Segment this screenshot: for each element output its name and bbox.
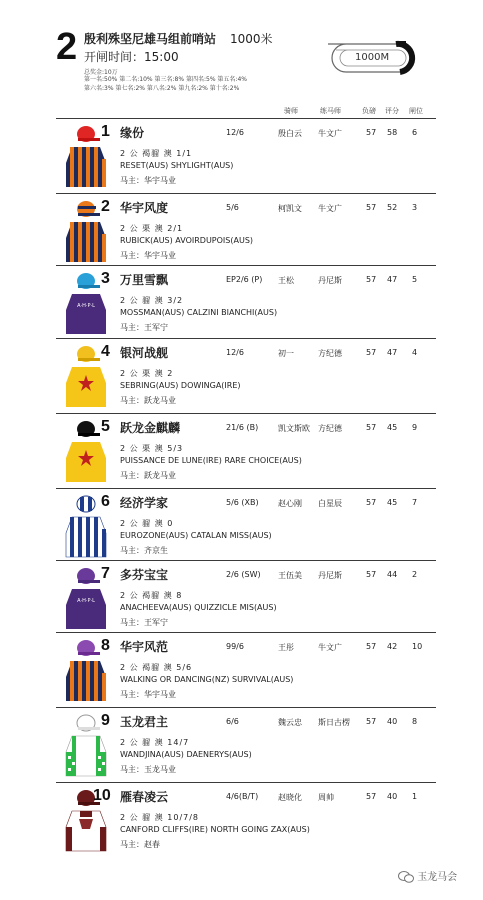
track-distance-label: 1000M xyxy=(355,52,390,63)
runner-weight: 57 xyxy=(366,128,377,137)
runner-jockey: 柯凯文 xyxy=(278,204,302,213)
runner-draw: 5 xyxy=(412,275,418,284)
runner-rating: 42 xyxy=(387,642,398,651)
horse-name: 银河战舰 xyxy=(120,346,169,360)
runner-weight: 57 xyxy=(366,203,377,212)
runner-odds: 21/6 (B) xyxy=(226,423,259,432)
runner-pedigree: RESET(AUS) SHYLIGHT(AUS) xyxy=(120,161,234,170)
horse-name: 万里雪飘 xyxy=(120,273,169,287)
runner-number: 5 xyxy=(101,418,110,435)
runner-rating: 40 xyxy=(387,717,398,726)
svg-text:A·H·P·L: A·H·P·L xyxy=(77,598,95,604)
col-weight: 负磅 xyxy=(362,107,376,115)
horse-name: 华宇风范 xyxy=(120,640,169,654)
runner-trainer: 牛文广 xyxy=(318,129,342,138)
runner-pedigree: SEBRING(AUS) DOWINGA(IRE) xyxy=(120,381,241,390)
runner-trainer: 丹尼斯 xyxy=(318,276,342,285)
runner-info: 2 公 褐骝 澳 5/6 xyxy=(120,663,193,672)
col-rating: 评分 xyxy=(385,107,399,115)
runner-jockey: 王彤 xyxy=(278,643,294,652)
prize-splits-line2: 第六名:3% 第七名:2% 第八名:2% 第九名:2% 第十名:2% xyxy=(84,85,240,92)
race-number: 2 xyxy=(56,26,78,68)
runner-row xyxy=(56,338,436,413)
runner-rating: 40 xyxy=(387,792,398,801)
runner-rating: 47 xyxy=(387,275,398,284)
runner-info: 2 公 栗 澳 5/3 xyxy=(120,444,184,453)
runner-odds: 5/6 xyxy=(226,203,239,212)
runner-odds: 12/6 xyxy=(226,348,244,357)
runner-info: 2 公 骝 澳 10/7/8 xyxy=(120,813,200,822)
svg-text:A·H·P·L: A·H·P·L xyxy=(77,303,95,309)
col-trainer: 练马师 xyxy=(320,107,341,115)
runner-jockey: 王伍美 xyxy=(278,571,302,580)
horse-name: 玉龙君主 xyxy=(120,715,169,729)
runner-rating: 45 xyxy=(387,423,398,432)
race-title xyxy=(84,30,273,47)
runner-odds: 2/6 (SW) xyxy=(226,570,261,579)
prize-splits-line1: 第一名:50% 第二名:10% 第三名:8% 第四名:5% 第五名:4% xyxy=(84,76,247,83)
runner-draw: 10 xyxy=(412,642,423,651)
runner-owner: 马主：跃龙马业 xyxy=(120,396,176,405)
prize-total: 总奖金:10万 xyxy=(84,69,118,76)
runner-info: 2 公 骝 澳 3/2 xyxy=(120,296,184,305)
runner-pedigree: WANDJINA(AUS) DAENERYS(AUS) xyxy=(120,750,252,759)
runner-rating: 58 xyxy=(387,128,398,137)
runner-pedigree: MOSSMAN(AUS) CALZINI BIANCHI(AUS) xyxy=(120,308,278,317)
runner-row xyxy=(56,193,436,265)
runner-jockey: 魏云忠 xyxy=(278,718,302,727)
runner-owner: 马主：华宇马业 xyxy=(120,251,176,260)
runner-row xyxy=(56,707,436,782)
col-jockey: 骑师 xyxy=(284,107,298,115)
runner-weight: 57 xyxy=(366,423,377,432)
horse-name: 雁春凌云 xyxy=(120,790,169,804)
watermark xyxy=(398,868,457,883)
runner-trainer: 牛文广 xyxy=(318,643,342,652)
runner-number: 1 xyxy=(101,123,110,140)
runner-row xyxy=(56,488,436,560)
runner-number: 7 xyxy=(101,565,110,582)
runner-number: 8 xyxy=(101,637,110,654)
runner-weight: 57 xyxy=(366,498,377,507)
runner-trainer: 丹尼斯 xyxy=(318,571,342,580)
runner-trainer: 斯日古楞 xyxy=(318,718,350,727)
horse-name: 华宇风度 xyxy=(120,201,169,215)
runner-odds: EP2/6 (P) xyxy=(226,275,263,284)
runner-owner: 马主：跃龙马业 xyxy=(120,471,176,480)
runner-owner: 马主：赵春 xyxy=(120,840,160,849)
runner-row xyxy=(56,265,436,338)
runner-number: 6 xyxy=(101,493,110,510)
runner-number: 3 xyxy=(101,270,110,287)
wechat-icon xyxy=(398,871,414,883)
runner-odds: 6/6 xyxy=(226,717,239,726)
runner-pedigree: WALKING OR DANCING(NZ) SURVIVAL(AUS) xyxy=(120,675,294,684)
race-name: 殷利殊坚尼雄马组前哨站 xyxy=(84,32,217,46)
runner-trainer: 周帅 xyxy=(318,793,334,802)
runner-rating: 45 xyxy=(387,498,398,507)
track-diagram xyxy=(326,36,426,80)
runner-trainer: 方纪德 xyxy=(318,349,342,358)
runner-pedigree: ANACHEEVA(AUS) QUIZZICLE MIS(AUS) xyxy=(120,603,277,612)
runner-info: 2 公 褐骝 澳 8 xyxy=(120,591,183,600)
runner-draw: 1 xyxy=(412,792,418,801)
runner-jockey: 殷白云 xyxy=(278,129,302,138)
watermark-text: 玉龙马会 xyxy=(417,872,458,883)
horse-name: 跃龙金麒麟 xyxy=(120,421,181,435)
runner-number: 2 xyxy=(101,198,110,215)
runner-pedigree: PUISSANCE DE LUNE(IRE) RARE CHOICE(AUS) xyxy=(120,456,302,465)
runner-owner: 马主：华宇马业 xyxy=(120,176,176,185)
runner-owner: 马主：玉龙马业 xyxy=(120,765,176,774)
runner-rating: 52 xyxy=(387,203,398,212)
runner-row xyxy=(56,413,436,488)
col-draw: 闸位 xyxy=(409,107,423,115)
runner-number: 4 xyxy=(101,343,110,360)
runner-odds: 12/6 xyxy=(226,128,244,137)
runner-row xyxy=(56,632,436,707)
runner-weight: 57 xyxy=(366,717,377,726)
runner-trainer: 牛文广 xyxy=(318,204,342,213)
runner-draw: 4 xyxy=(412,348,418,357)
runner-info: 2 公 栗 澳 2 xyxy=(120,369,174,378)
runner-owner: 马主：华宇马业 xyxy=(120,690,176,699)
runner-weight: 57 xyxy=(366,275,377,284)
runner-weight: 57 xyxy=(366,642,377,651)
gate-time: 开闸时间：15:00 xyxy=(84,50,179,64)
runner-jockey: 赵晓化 xyxy=(278,793,302,802)
runner-draw: 8 xyxy=(412,717,418,726)
runner-weight: 57 xyxy=(366,570,377,579)
runner-pedigree: CANFORD CLIFFS(IRE) NORTH GOING ZAX(AUS) xyxy=(120,825,310,834)
runner-rating: 44 xyxy=(387,570,398,579)
runner-draw: 3 xyxy=(412,203,418,212)
runner-info: 2 公 骝 澳 0 xyxy=(120,519,174,528)
runner-rating: 47 xyxy=(387,348,398,357)
horse-name: 多芬宝宝 xyxy=(120,568,169,582)
runner-jockey: 赵心刚 xyxy=(278,499,302,508)
runner-row xyxy=(56,782,436,862)
runner-pedigree: RUBICK(AUS) AVOIRDUPOIS(AUS) xyxy=(120,236,254,245)
runner-odds: 99/6 xyxy=(226,642,244,651)
column-headers xyxy=(0,106,483,118)
runner-info: 2 公 褐骝 澳 1/1 xyxy=(120,149,193,158)
runner-weight: 57 xyxy=(366,348,377,357)
runner-odds: 4/6(B/T) xyxy=(226,792,259,801)
runner-jockey: 初一 xyxy=(278,349,294,358)
runner-info: 2 公 栗 澳 2/1 xyxy=(120,224,184,233)
runner-jockey: 王松 xyxy=(278,276,294,285)
runner-trainer: 白星辰 xyxy=(318,499,342,508)
runner-draw: 6 xyxy=(412,128,418,137)
prize-splits xyxy=(84,75,364,93)
runner-row xyxy=(56,118,436,193)
runner-owner: 马主：王军宁 xyxy=(120,323,168,332)
runner-weight: 57 xyxy=(366,792,377,801)
runner-info: 2 公 骝 澳 14/7 xyxy=(120,738,190,747)
runner-odds: 5/6 (XB) xyxy=(226,498,259,507)
runner-trainer: 方纪德 xyxy=(318,424,342,433)
runner-owner: 马主：王军宁 xyxy=(120,618,168,627)
race-distance: 1000米 xyxy=(230,32,273,46)
runner-draw: 2 xyxy=(412,570,418,579)
runner-number: 9 xyxy=(101,712,110,729)
horse-name: 缘份 xyxy=(120,126,145,140)
horse-name: 经济学家 xyxy=(120,496,169,510)
runner-owner: 马主：齐京生 xyxy=(120,546,168,555)
runner-number: 10 xyxy=(93,787,111,804)
runner-draw: 7 xyxy=(412,498,418,507)
runner-jockey: 凯文斯欧 xyxy=(278,424,310,433)
runner-pedigree: EUROZONE(AUS) CATALAN MISS(AUS) xyxy=(120,531,272,540)
runner-row xyxy=(56,560,436,632)
runner-draw: 9 xyxy=(412,423,418,432)
